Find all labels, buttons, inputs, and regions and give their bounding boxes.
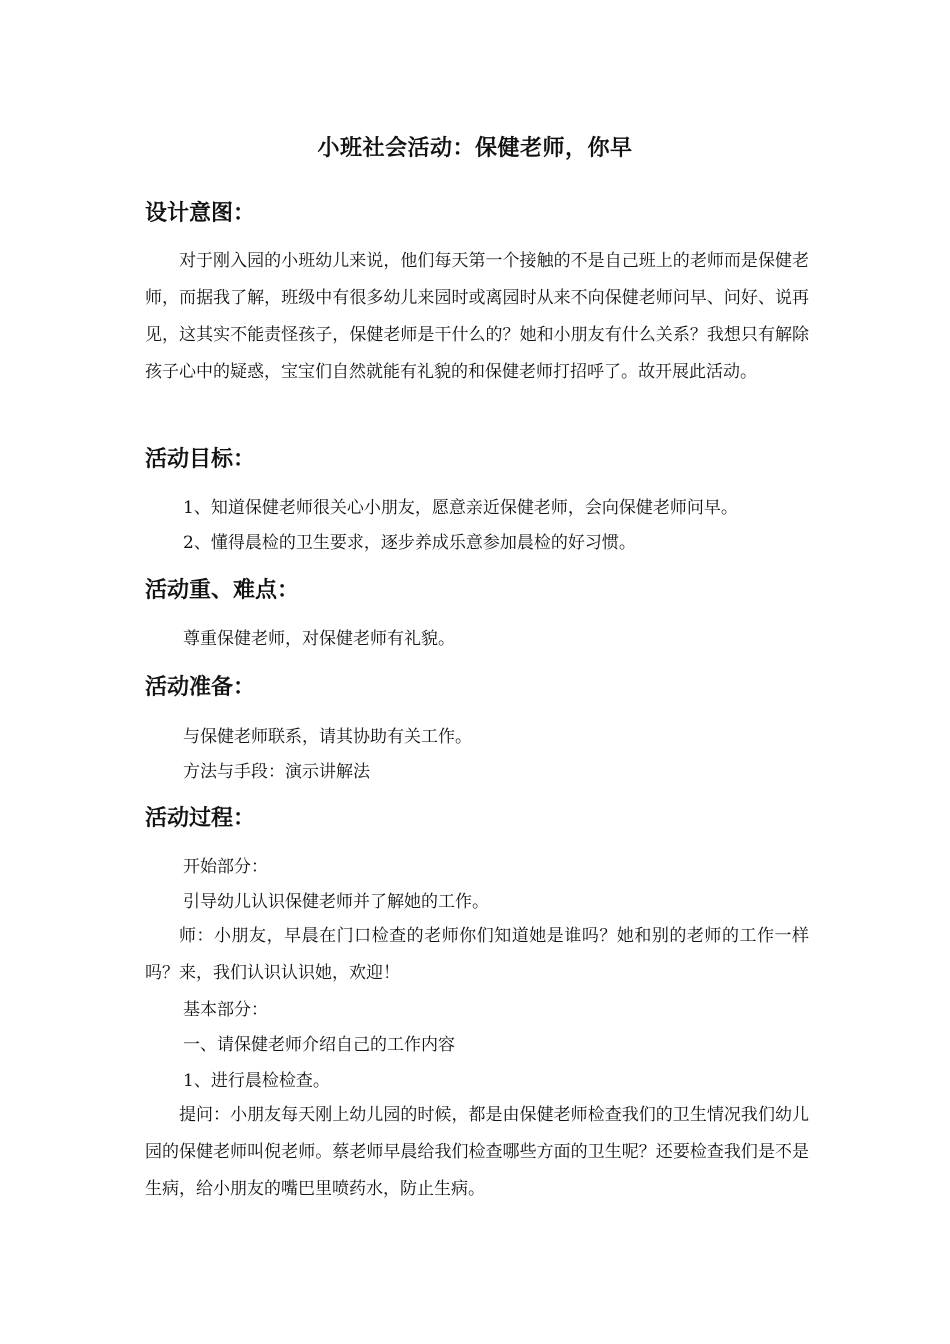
goal-item-1: 1、知道保健老师很关心小朋友，愿意亲近保健老师，会向保健老师问早。	[183, 498, 738, 518]
heading-preparation: 活动准备：	[145, 675, 256, 700]
process-question-text: 提问：小朋友每天刚上幼儿园的时候，都是由保健老师检查我们的卫生情况我们幼儿园的保健老师叫倪老师。蔡老师早晨给我们检查哪些方面的卫生呢？还要检查我们是不是生病，给小朋友的嘴巴里喷药水，防止生病。	[145, 1105, 809, 1199]
heading-process: 活动过程：	[145, 806, 256, 831]
paragraph-design-intent: 对于刚入园的小班幼儿来说，他们每天第一个接触的不是自己班上的老师而是保健老师，而据我了解，班级中有很多幼儿来园时或离园时从来不向保健老师问早、问好、说再见，这其实不能责怪孩子，保健老师是干什么的？她和小朋友有什么关系？我想只有解除孩子心中的疑惑，宝宝们自然就能有礼貌的和保健老师打招呼了。故开展此活动。	[145, 251, 809, 382]
heading-key-points: 活动重、难点：	[145, 578, 300, 603]
key-points-text: 尊重保健老师，对保健老师有礼貌。	[183, 629, 455, 649]
process-step-one-item-1: 1、进行晨检检查。	[183, 1071, 330, 1091]
preparation-item-1: 与保健老师联系，请其协助有关工作。	[183, 727, 472, 747]
heading-design-intent: 设计意图：	[145, 201, 256, 226]
process-teacher-dialogue: 师：小朋友，早晨在门口检查的老师你们知道她是谁吗？她和别的老师的工作一样吗？来，我们认识认识她，欢迎！	[145, 926, 809, 983]
process-basic-label: 基本部分：	[183, 1000, 268, 1020]
process-step-one: 一、请保健老师介绍自己的工作内容	[183, 1035, 455, 1055]
preparation-item-2: 方法与手段：演示讲解法	[183, 762, 370, 782]
process-start-label: 开始部分：	[183, 857, 268, 877]
heading-activity-goals: 活动目标：	[145, 447, 256, 472]
process-start-text: 引导幼儿认识保健老师并了解她的工作。	[183, 892, 489, 912]
document-title: 小班社会活动：保健老师，你早	[317, 136, 633, 161]
goal-item-2: 2、懂得晨检的卫生要求，逐步养成乐意参加晨检的好习惯。	[183, 533, 636, 553]
